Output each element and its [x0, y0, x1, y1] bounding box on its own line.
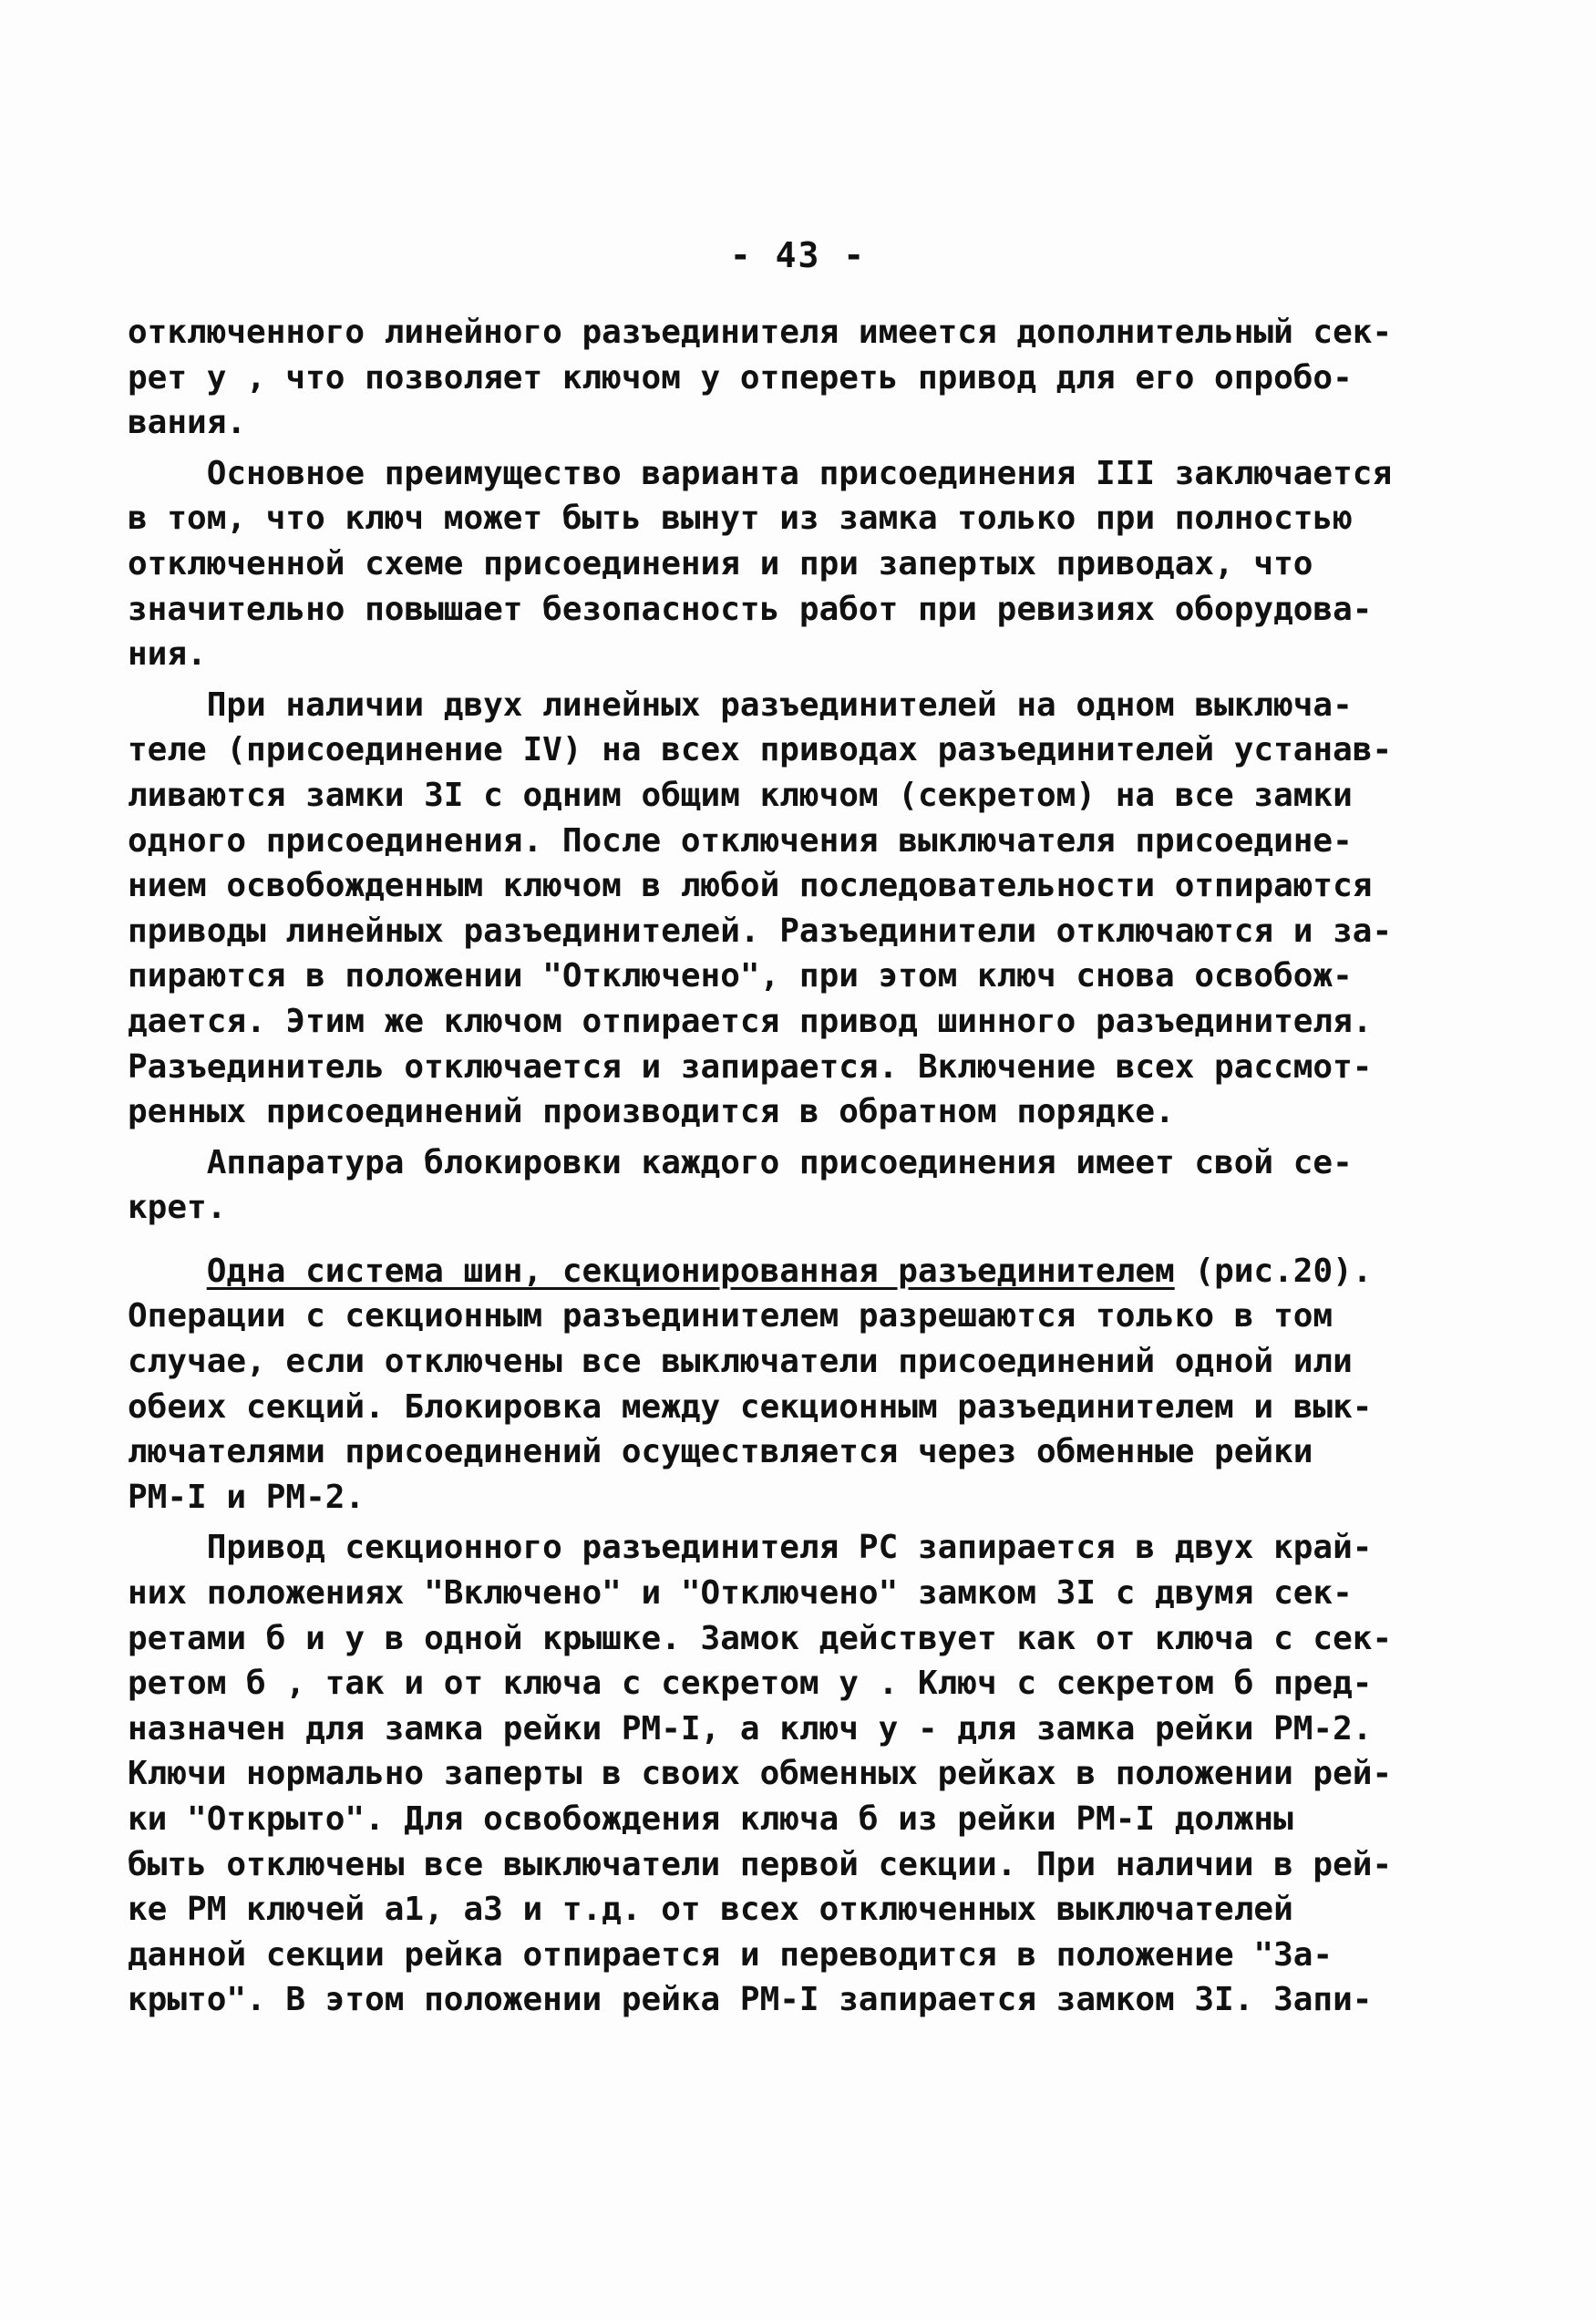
text-line: крыто". В этом положении рейка РМ-I запирается замком ЗI. Запи- [128, 1981, 1373, 2019]
paragraph-3 [128, 683, 1393, 1135]
text-line: пираются в положении "Отключено", при этом ключ снова освобож- [128, 957, 1353, 995]
text-line: ки "Открыто". Для освобождения ключа б из рейки РМ-I должны [128, 1800, 1293, 1838]
text-line: одного присоединения. После отключения выключателя присоедине- [128, 821, 1353, 860]
text-line: ретом б , так и от ключа с секретом у . Ключ с секретом б пред- [128, 1665, 1373, 1703]
text-line: Разъединитель отключается и запирается. Включение всех рассмот- [128, 1047, 1373, 1086]
text-line: вания. [128, 404, 247, 442]
text-line: рет у , что позволяет ключом у отпереть привод для его опробо- [128, 358, 1353, 397]
text-line: значительно повышает безопасность работ при ревизиях оборудова- [128, 590, 1373, 628]
text-line: лючателями присоединений осуществляется через обменные рейки [128, 1433, 1313, 1471]
text-line: крет. [128, 1189, 227, 1227]
text-line: Операции с секционным разъединителем разрешаются только в том [128, 1297, 1333, 1335]
text-line: При наличии двух линейных разъединителей на одном выключа- [128, 686, 1353, 724]
text-line: быть отключены все выключатели первой секции. При наличии в рей- [128, 1845, 1393, 1883]
text-line: отключенной схеме присоединения и при запертых приводах, что [128, 544, 1313, 583]
text-line: теле (присоединение IV) на всех приводах разъединителей устанав- [128, 731, 1393, 769]
text-line: них положениях "Включено" и "Отключено" замком ЗI с двумя сек- [128, 1574, 1353, 1613]
text-line: Основное преимущество варианта присоединения III заключается [128, 454, 1393, 492]
text-line: РМ-I и РМ-2. [128, 1478, 366, 1516]
text-line: ке РМ ключей а1, а3 и т.д. от всех отключенных выключателей [128, 1891, 1293, 1929]
section-heading: Одна система шин, секционированная разъединителем [206, 1252, 1175, 1290]
paragraph-6 [128, 1525, 1393, 2023]
text-line: ливаются замки ЗI с одним общим ключом (секретом) на все замки [128, 776, 1353, 814]
text-line: в том, что ключ может быть вынут из замка только при полностью [128, 500, 1353, 538]
text-line: данной секции рейка отпирается и переводится в положение "За- [128, 1935, 1333, 1974]
text-line: ренных присоединений производится в обратном порядке. [128, 1093, 1175, 1131]
text-line: дается. Этим же ключом отпирается привод шинного разъединителя. [128, 1002, 1373, 1040]
paragraph-1 [128, 310, 1393, 446]
text-line: обеих секций. Блокировка между секционным разъединителем и вык- [128, 1387, 1373, 1426]
text-line: назначен для замка рейки РМ-I, а ключ у - для замка рейки РМ-2. [128, 1709, 1373, 1748]
body-text [128, 310, 1393, 2023]
text-line: нием освобожденным ключом в любой последовательности отпираются [128, 867, 1373, 905]
text-line: случае, если отключены все выключатели присоединений одной или [128, 1343, 1353, 1381]
text-line: отключенного линейного разъединителя имеется дополнительный сек- [128, 314, 1393, 351]
text-line: Привод секционного разъединителя РС запирается в двух край- [128, 1529, 1373, 1567]
page-number: - 43 - [729, 235, 867, 275]
paragraph-4 [128, 1140, 1353, 1231]
paragraph-5 [128, 1249, 1373, 1521]
text-line: ния. [128, 635, 207, 674]
text-line: приводы линейных разъединителей. Разъединители отключаются и за- [128, 912, 1393, 950]
text-line: Ключи нормально заперты в своих обменных рейках в положении рей- [128, 1755, 1393, 1793]
text-line: ретами б и у в одной крышке. Замок действует как от ключа с сек- [128, 1619, 1393, 1657]
section-heading-line [128, 1249, 1373, 1294]
figure-reference: (рис.20). [1174, 1252, 1373, 1290]
paragraph-2 [128, 451, 1393, 677]
text-line: Аппаратура блокировки каждого присоединения имеет свой се- [128, 1143, 1353, 1181]
